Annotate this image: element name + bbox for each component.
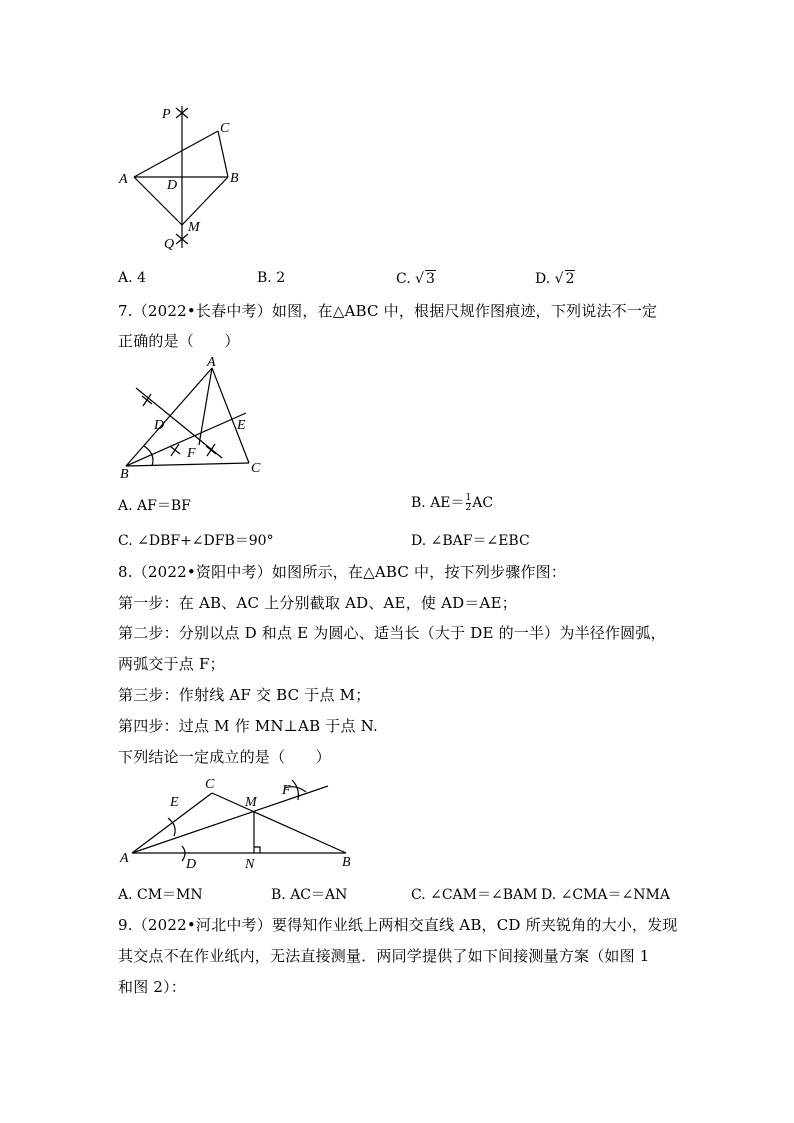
q6-option-a-text: A. 4 bbox=[118, 270, 146, 286]
label-a-8: A bbox=[120, 851, 129, 866]
q8-option-d-text: D. ∠CMA＝∠NMA bbox=[541, 887, 670, 903]
sqrt-sign-d: √ bbox=[554, 271, 564, 287]
label-e-7: E bbox=[237, 418, 246, 433]
segment-ac bbox=[134, 131, 218, 177]
fraction-numerator: 1 bbox=[465, 492, 472, 503]
label-a: A bbox=[119, 172, 128, 187]
figure-q8 bbox=[112, 774, 362, 874]
q8-stem-line6: 第四步：过点 M 作 MN⊥AB 于点 N. bbox=[118, 717, 378, 735]
label-b: B bbox=[230, 171, 239, 186]
q6-option-d-radicand: 2 bbox=[565, 271, 575, 287]
q7-stem-line2: 正确的是（ ） bbox=[118, 332, 240, 350]
q7-option-c-text: C. ∠DBF+∠DFB＝90° bbox=[118, 533, 274, 549]
q7-option-d-text: D. ∠BAF＝∠EBC bbox=[411, 533, 530, 549]
q8-stem-line1: 8.（2022•资阳中考）如图所示，在△ABC 中，按下列步骤作图： bbox=[118, 563, 567, 581]
q6-option-c-prefix: C. bbox=[396, 271, 416, 287]
segment-ac-7 bbox=[212, 368, 249, 463]
q8-option-a[interactable] bbox=[118, 884, 203, 904]
q7-option-a-text: A. AF＝BF bbox=[118, 498, 191, 514]
label-b-8: B bbox=[342, 855, 351, 870]
label-m: M bbox=[188, 220, 200, 235]
q6-option-b-text: B. 2 bbox=[257, 270, 286, 286]
q8-option-c-text: C. ∠CAM＝∠BAM bbox=[411, 887, 538, 903]
q8-stem-line7: 下列结论一定成立的是（ ） bbox=[118, 748, 331, 766]
segment-bm bbox=[182, 177, 228, 225]
label-f-8: F bbox=[282, 783, 291, 798]
label-p: P bbox=[162, 107, 171, 122]
label-q: Q bbox=[164, 237, 175, 252]
segment-ab-7 bbox=[126, 368, 212, 466]
figure-q7 bbox=[112, 354, 272, 478]
q6-option-c-radicand: 3 bbox=[426, 271, 435, 287]
q8-option-b-text: B. AC＝AN bbox=[271, 887, 348, 903]
label-d: D bbox=[167, 178, 178, 193]
q8-stem-line5: 第三步：作射线 AF 交 BC 于点 M； bbox=[118, 686, 371, 704]
segment-cb bbox=[218, 131, 228, 177]
q8-stem-line2: 第一步：在 AB、AC 上分别截取 AD、AE，使 AD＝AE； bbox=[118, 594, 517, 612]
q6-option-a[interactable] bbox=[118, 270, 146, 286]
perpendicular-bisector-ab bbox=[136, 388, 222, 458]
q9-stem-line2: 其交点不在作业纸内，无法直接测量．两同学提供了如下间接测量方案（如图 1 bbox=[118, 947, 650, 965]
q8-stem-line4: 两弧交于点 F； bbox=[118, 655, 225, 673]
q7-option-c[interactable] bbox=[118, 530, 274, 550]
q7-option-b[interactable] bbox=[411, 492, 493, 513]
q6-option-c[interactable] bbox=[396, 270, 436, 287]
q8-option-b[interactable] bbox=[271, 884, 347, 904]
q7-stem-line1: 7.（2022•长春中考）如图，在△ABC 中，根据尺规作图痕迹，下列说法不一定 bbox=[118, 302, 658, 320]
segment-bc-7 bbox=[126, 463, 249, 466]
figure-q6 bbox=[110, 98, 260, 258]
label-e-8: E bbox=[170, 795, 179, 810]
right-angle-mark bbox=[254, 847, 260, 853]
q7-option-d[interactable] bbox=[411, 530, 530, 550]
label-m-8: M bbox=[245, 795, 257, 810]
q8-option-a-text: A. CM＝MN bbox=[118, 887, 203, 903]
label-d-8: D bbox=[186, 857, 197, 872]
label-b-7: B bbox=[120, 467, 129, 478]
q6-option-d[interactable] bbox=[535, 270, 575, 287]
q7-option-b-prefix: B. AE＝ bbox=[411, 495, 465, 511]
q8-option-d[interactable] bbox=[541, 884, 670, 904]
angle-bisector-be bbox=[126, 413, 246, 466]
q9-stem-line3: 和图 2）： bbox=[118, 978, 187, 996]
label-a-7: A bbox=[207, 355, 216, 370]
q7-option-a[interactable] bbox=[118, 495, 191, 515]
q9-stem-line1: 9.（2022•河北中考）要得知作业纸上两相交直线 AB，CD 所夹锐角的大小，发现 bbox=[118, 916, 678, 934]
q8-option-c[interactable] bbox=[411, 884, 537, 904]
q6-option-b[interactable] bbox=[257, 270, 285, 286]
sqrt-sign-c: √ bbox=[415, 271, 425, 287]
q7-option-b-suffix: AC bbox=[472, 495, 494, 511]
q8-stem-line3: 第二步：分别以点 D 和点 E 为圆心、适当长（大于 DE 的一半）为半径作圆弧， bbox=[118, 624, 666, 642]
segment-cb-8 bbox=[212, 793, 346, 853]
label-f-7: F bbox=[187, 446, 196, 461]
q6-option-d-prefix: D. bbox=[535, 271, 555, 287]
fraction-half bbox=[466, 494, 472, 513]
label-c-8: C bbox=[205, 777, 215, 792]
fraction-denominator: 2 bbox=[465, 502, 472, 513]
label-n-8: N bbox=[245, 857, 255, 872]
label-d-7: D bbox=[154, 418, 165, 433]
label-c-7: C bbox=[251, 461, 261, 476]
label-c: C bbox=[220, 121, 230, 136]
